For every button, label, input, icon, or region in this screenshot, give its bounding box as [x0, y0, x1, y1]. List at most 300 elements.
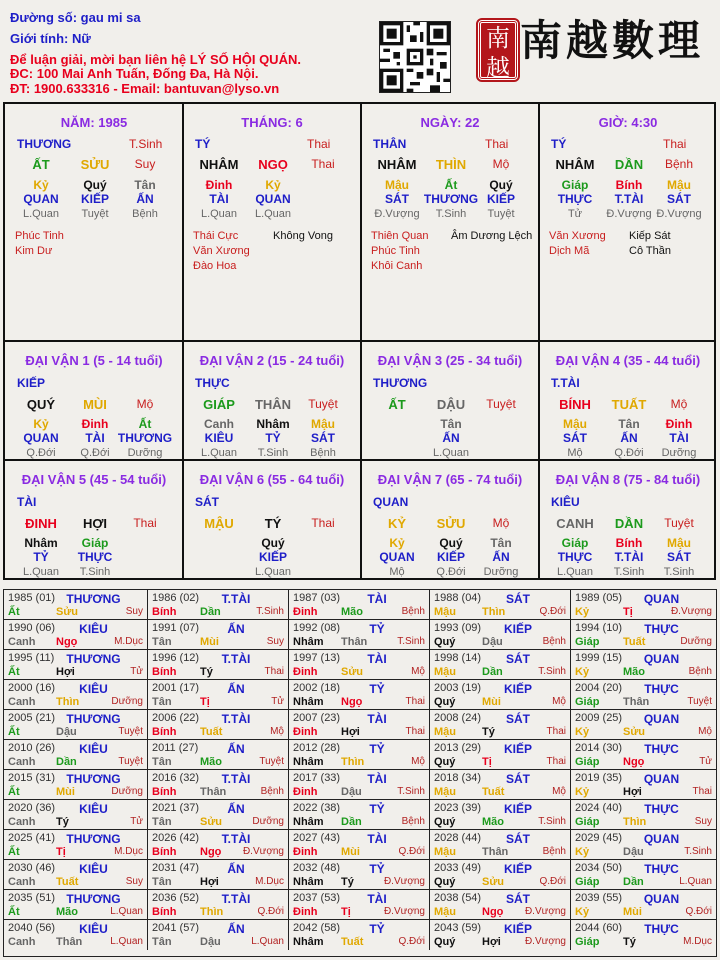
year-stem: Bính: [152, 906, 177, 918]
header: [0, 0, 720, 100]
year-stem: Canh: [8, 696, 36, 708]
dai-van-stem: MẬU: [204, 516, 234, 531]
hidden-status: Tuyệt: [487, 208, 515, 220]
year-stem: Tân: [152, 816, 172, 828]
dai-van-branch: SỬU: [436, 516, 466, 531]
hidden-status: Đ.Vượng: [606, 208, 652, 220]
pillar-cell: [539, 104, 717, 340]
year-stage: Thai: [264, 666, 284, 677]
year-cell[interactable]: [571, 890, 716, 920]
dai-van-hidden-status: L.Quan: [254, 566, 292, 578]
pillar-cell: [5, 104, 183, 340]
year-label: 1993 (09): [434, 622, 482, 634]
year-god: TÀI: [367, 832, 387, 846]
hidden-stem: Đinh: [205, 178, 233, 192]
year-god: TỶ: [369, 742, 385, 756]
year-stem: Bính: [152, 846, 177, 858]
year-stage: Q.Đới: [257, 906, 284, 917]
year-label: 2008 (24): [434, 712, 482, 724]
year-branch: Dần: [482, 666, 503, 678]
year-label: 1999 (15): [575, 652, 623, 664]
year-branch: Sửu: [623, 726, 646, 738]
dai-van-hidden-status: L.Quan: [200, 447, 238, 459]
year-god: ẤN: [227, 622, 245, 636]
year-cell[interactable]: [148, 620, 289, 650]
dai-van-title: ĐẠI VẬN 4 (35 - 44 tuổi): [555, 353, 701, 368]
year-branch: Ngọ: [623, 756, 645, 768]
dai-van-hidden-stem: Tân: [490, 536, 512, 550]
year-cell[interactable]: [289, 800, 430, 830]
year-stem: Canh: [8, 876, 36, 888]
year-stage: Thai: [405, 696, 425, 707]
hidden-stem: Quý: [83, 178, 107, 192]
dai-van-title: ĐẠI VẬN 3 (25 - 34 tuổi): [377, 353, 523, 368]
dai-van-hidden-stem: Ất: [138, 417, 152, 431]
dai-van-cell: [361, 342, 539, 459]
year-stage: L.Quan: [110, 906, 143, 917]
year-branch: Mùi: [482, 696, 501, 708]
year-label: 1994 (10): [575, 622, 623, 634]
year-god: QUAN: [643, 712, 680, 726]
year-branch: Hợi: [341, 726, 360, 738]
year-stem: Bính: [152, 726, 177, 738]
year-branch: Tý: [200, 666, 213, 678]
year-cell[interactable]: [289, 650, 430, 680]
year-branch: Tuất: [482, 786, 505, 798]
hidden-god: THỰC: [557, 192, 593, 206]
year-branch: Mão: [200, 756, 222, 768]
dai-van-stage: Thai: [133, 516, 157, 530]
year-cell[interactable]: [430, 740, 571, 770]
year-cell[interactable]: [4, 620, 148, 650]
dai-van-hidden-stem: Kỷ: [389, 536, 405, 550]
year-stage: Thai: [546, 756, 566, 767]
hidden-status: Tuyệt: [81, 208, 109, 220]
year-stage: Bệnh: [401, 606, 425, 617]
year-cell[interactable]: [571, 740, 716, 770]
pillar-title: NĂM: 1985: [60, 115, 128, 130]
star-right: Không Vong: [273, 230, 333, 242]
pillar-branch: NGỌ: [258, 157, 288, 172]
year-label: 2036 (52): [152, 892, 200, 904]
year-label: 2022 (38): [293, 802, 341, 814]
dai-van-hidden-status: T.Sinh: [79, 566, 111, 578]
year-branch: Hợi: [56, 666, 75, 678]
year-cell[interactable]: [289, 740, 430, 770]
year-cell[interactable]: [289, 830, 430, 860]
year-branch: Ngọ: [482, 906, 504, 918]
year-god: ẤN: [227, 802, 245, 816]
year-stem: Đinh: [293, 786, 318, 798]
dai-van-hidden-stem: Kỷ: [33, 417, 49, 431]
year-god: TÀI: [367, 592, 387, 606]
hidden-stem: Mậu: [667, 178, 691, 192]
year-god: QUAN: [643, 892, 680, 906]
dai-van-hidden-status: T.Sinh: [613, 566, 645, 578]
year-god: TÀI: [367, 772, 387, 786]
year-stem: Mậu: [434, 786, 456, 798]
year-cell[interactable]: [289, 710, 430, 740]
dai-van-branch: TÝ: [264, 516, 282, 531]
year-branch: Mão: [56, 906, 78, 918]
year-stem: Nhâm: [293, 756, 324, 768]
dai-van-stem: ĐINH: [25, 516, 57, 531]
year-god: KIẾP: [503, 922, 532, 936]
dai-van-cell: [539, 342, 717, 459]
year-label: 2011 (27): [152, 742, 199, 754]
year-stage: Đ.Vượng: [242, 846, 284, 857]
year-label: 2033 (49): [434, 862, 482, 874]
year-stem: Kỷ: [575, 606, 590, 618]
year-cell[interactable]: [430, 800, 571, 830]
year-cell[interactable]: [571, 650, 716, 680]
year-god: KIÊU: [79, 742, 108, 756]
year-stem: Nhâm: [293, 936, 324, 948]
year-cell[interactable]: [571, 920, 716, 950]
hidden-god: ẤN: [136, 192, 154, 206]
year-cell[interactable]: [148, 770, 289, 800]
year-cell[interactable]: [4, 920, 148, 950]
year-branch: Mão: [482, 816, 504, 828]
year-cell[interactable]: [4, 770, 148, 800]
year-stem: Ất: [8, 906, 20, 918]
year-branch: Ngọ: [200, 846, 222, 858]
dai-van-hidden-god: THỰC: [557, 550, 593, 564]
year-cell[interactable]: [148, 680, 289, 710]
year-branch: Ngọ: [341, 696, 363, 708]
year-branch: Dậu: [482, 636, 503, 648]
year-cell[interactable]: [430, 680, 571, 710]
dai-van-hidden-status: Q.Đới: [80, 447, 110, 459]
year-god: THỰC: [644, 862, 679, 876]
year-stage: Suy: [266, 636, 284, 647]
year-cell[interactable]: [571, 680, 716, 710]
year-god: KIẾP: [503, 802, 532, 816]
year-label: 1997 (13): [293, 652, 341, 664]
year-cell[interactable]: [148, 890, 289, 920]
star-right: Cô Thần: [629, 245, 671, 257]
yearly-table: [3, 589, 717, 957]
year-stem: Mậu: [434, 846, 456, 858]
year-label: 2038 (54): [434, 892, 482, 904]
year-stem: Bính: [152, 606, 177, 618]
year-cell[interactable]: [148, 920, 289, 950]
year-cell[interactable]: [430, 650, 571, 680]
dai-van-hidden-stem: Nhâm: [24, 536, 58, 550]
year-cell[interactable]: [289, 590, 430, 620]
year-cell[interactable]: [571, 800, 716, 830]
pillar-title: GIỜ: 4:30: [598, 115, 658, 130]
pillar-title: THÁNG: 6: [241, 115, 303, 130]
header-line-contact: Để luận giải, mời bạn liên hệ LÝ SỐ HỘI QUÁN.: [10, 52, 301, 67]
year-god: SÁT: [506, 652, 530, 666]
hidden-stem: Kỷ: [265, 178, 281, 192]
year-cell[interactable]: [430, 710, 571, 740]
year-stem: Ất: [8, 846, 20, 858]
year-cell[interactable]: [430, 860, 571, 890]
pillar-stem: ẤT: [32, 157, 50, 172]
dai-van-hidden-stem: Canh: [204, 417, 234, 431]
year-label: 2002 (18): [293, 682, 341, 694]
year-stem: Canh: [8, 816, 36, 828]
year-branch: Thân: [56, 936, 83, 948]
dai-van-cell: [539, 461, 717, 578]
year-stem: Kỷ: [575, 786, 590, 798]
dai-van-cell: [5, 461, 183, 578]
dai-van-title: ĐẠI VẬN 7 (65 - 74 tuổi): [377, 472, 523, 487]
year-branch: Tị: [341, 906, 351, 918]
hidden-god: THƯƠNG: [423, 192, 479, 206]
pillar-cell: [183, 104, 361, 340]
year-cell[interactable]: [148, 650, 289, 680]
year-label: 2005 (21): [8, 712, 56, 724]
year-stem: Ất: [8, 666, 20, 678]
year-stage: Thai: [546, 726, 566, 737]
dai-van-hidden-god: TỶ: [33, 550, 49, 564]
year-cell[interactable]: [148, 800, 289, 830]
year-stem: Giáp: [575, 936, 600, 948]
year-stem: Kỷ: [575, 906, 590, 918]
year-god: QUAN: [643, 652, 680, 666]
year-stem: Bính: [152, 786, 177, 798]
year-god: TỶ: [369, 802, 385, 816]
pillar-stage: Mộ: [492, 157, 510, 171]
year-stage: Đ.Vượng: [670, 606, 712, 617]
dai-van-hidden-stem: Giáp: [81, 536, 109, 550]
year-label: 1998 (14): [434, 652, 482, 664]
year-cell[interactable]: [430, 620, 571, 650]
year-label: 2001 (17): [152, 682, 200, 694]
year-branch: Thìn: [482, 606, 506, 618]
year-cell[interactable]: [4, 680, 148, 710]
dai-van-hidden-god: TỶ: [265, 431, 281, 445]
hidden-stem: Ất: [444, 178, 458, 192]
dai-van-hidden-status: Q.Đới: [26, 447, 56, 459]
dai-van-hidden-stem: Quý: [439, 536, 463, 550]
year-label: 2017 (33): [293, 772, 341, 784]
dai-van-god: QUAN: [373, 495, 409, 509]
dai-van-hidden-stem: Mậu: [667, 536, 691, 550]
year-stem: Nhâm: [293, 816, 324, 828]
year-branch: Dậu: [341, 786, 362, 798]
hidden-god: SÁT: [385, 192, 409, 206]
year-stage: T.Sinh: [538, 816, 566, 827]
year-label: 2028 (44): [434, 832, 482, 844]
year-cell[interactable]: [4, 740, 148, 770]
year-stem: Tân: [152, 696, 172, 708]
year-branch: Dần: [56, 756, 77, 768]
year-god: QUAN: [643, 772, 680, 786]
dai-van-god: KIẾP: [17, 376, 46, 390]
dai-van-stage: Tuyệt: [486, 397, 516, 411]
year-stage: M.Dục: [114, 846, 143, 857]
year-stem: Đinh: [293, 666, 318, 678]
year-god: KIÊU: [79, 922, 108, 936]
year-branch: Dần: [623, 876, 644, 888]
year-cell[interactable]: [571, 860, 716, 890]
year-branch: Sửu: [56, 606, 79, 618]
year-stage: Dưỡng: [252, 816, 284, 827]
year-stem: Quý: [434, 876, 456, 888]
year-cell[interactable]: [148, 710, 289, 740]
year-stem: Ất: [8, 606, 20, 618]
year-stage: Bệnh: [260, 786, 284, 797]
year-cell[interactable]: [571, 620, 716, 650]
year-cell[interactable]: [430, 590, 571, 620]
pillar-branch: THÌN: [435, 157, 467, 172]
dai-van-stem: KỶ: [387, 516, 407, 531]
year-stage: Q.Đới: [685, 906, 712, 917]
dai-van-hidden-stem: Mậu: [311, 417, 335, 431]
year-branch: Tị: [200, 696, 210, 708]
year-label: 2032 (48): [293, 862, 341, 874]
year-cell[interactable]: [289, 920, 430, 950]
star-right: Âm Dương Lệch: [451, 230, 533, 242]
year-cell[interactable]: [430, 770, 571, 800]
year-label: 2026 (42): [152, 832, 200, 844]
hidden-god: QUAN: [255, 192, 291, 206]
year-stage: Tử: [130, 666, 143, 677]
dai-van-hidden-god: SÁT: [311, 431, 335, 445]
year-cell[interactable]: [148, 740, 289, 770]
year-god: QUAN: [643, 592, 680, 606]
year-cell[interactable]: [289, 620, 430, 650]
year-god: KIÊU: [79, 862, 108, 876]
year-cell[interactable]: [289, 890, 430, 920]
year-god: T.TÀI: [221, 712, 251, 726]
year-stem: Tân: [152, 936, 172, 948]
year-stage: T.Sinh: [684, 846, 712, 857]
year-stage: Mộ: [411, 666, 425, 677]
year-cell[interactable]: [571, 770, 716, 800]
year-stem: Mậu: [434, 726, 456, 738]
year-stage: Mộ: [552, 786, 566, 797]
star-left: Phúc Tinh: [371, 245, 420, 257]
year-cell[interactable]: [4, 650, 148, 680]
pillar-stem: NHÂM: [377, 157, 417, 172]
year-label: 1992 (08): [293, 622, 341, 634]
year-god: SÁT: [506, 892, 530, 906]
year-god: T.TÀI: [221, 832, 251, 846]
year-cell[interactable]: [430, 890, 571, 920]
chart-grid: [3, 102, 716, 580]
year-branch: Tý: [623, 936, 636, 948]
year-stage: Bệnh: [401, 816, 425, 827]
brand-logo-text: 南越數理: [520, 16, 705, 65]
year-stem: Quý: [434, 816, 456, 828]
star-left: Khôi Canh: [371, 260, 423, 272]
dai-van-hidden-god: ẤN: [492, 550, 510, 564]
year-cell[interactable]: [4, 800, 148, 830]
dai-van-stage: Tuyệt: [664, 516, 694, 530]
year-cell[interactable]: [289, 770, 430, 800]
dai-van-hidden-status: L.Quan: [556, 566, 594, 578]
year-cell[interactable]: [430, 830, 571, 860]
dai-van-hidden-stem: Giáp: [561, 536, 589, 550]
pillar-god: TÝ: [195, 137, 211, 151]
dai-van-hidden-status: Dưỡng: [483, 566, 519, 578]
year-stage: Tử: [699, 756, 712, 767]
year-cell[interactable]: [289, 860, 430, 890]
year-god: TỶ: [369, 862, 385, 876]
year-cell[interactable]: [4, 830, 148, 860]
year-label: 2043 (59): [434, 922, 482, 934]
year-branch: Sửu: [482, 876, 505, 888]
year-stem: Nhâm: [293, 876, 324, 888]
year-god: KIẾP: [503, 622, 532, 636]
qr-code[interactable]: [379, 21, 451, 93]
year-stage: Suy: [694, 816, 712, 827]
year-label: 2027 (43): [293, 832, 341, 844]
star-left: Kim Dư: [15, 245, 53, 257]
year-stage: Dưỡng: [111, 696, 143, 707]
year-label: 2020 (36): [8, 802, 56, 814]
dai-van-branch: HỢI: [82, 516, 108, 531]
dai-van-cell: [183, 342, 361, 459]
year-cell[interactable]: [430, 920, 571, 950]
year-stem: Canh: [8, 756, 36, 768]
year-branch: Hợi: [623, 786, 642, 798]
year-stage: Bệnh: [542, 846, 566, 857]
pillar-god: TÝ: [551, 137, 567, 151]
year-cell[interactable]: [4, 860, 148, 890]
dai-van-god: KIÊU: [551, 495, 580, 509]
year-god: THỰC: [644, 802, 679, 816]
dai-van-cell: [183, 461, 361, 578]
dai-van-branch: THÂN: [254, 397, 292, 412]
year-label: 2040 (56): [8, 922, 56, 934]
year-stem: Giáp: [575, 816, 600, 828]
year-cell[interactable]: [148, 590, 289, 620]
year-label: 2006 (22): [152, 712, 200, 724]
year-cell[interactable]: [289, 680, 430, 710]
year-branch: Dậu: [200, 936, 221, 948]
year-god: ẤN: [227, 742, 245, 756]
year-stage: Mộ: [411, 756, 425, 767]
dai-van-stage: Thai: [311, 516, 335, 530]
year-cell[interactable]: [571, 590, 716, 620]
dai-van-hidden-status: Dưỡng: [661, 447, 697, 459]
year-label: 1996 (12): [152, 652, 200, 664]
dai-van-hidden-status: Mộ: [567, 447, 583, 459]
dai-van-cell: [361, 461, 539, 578]
year-stage: Thai: [692, 786, 712, 797]
year-god: T.TÀI: [221, 592, 251, 606]
year-cell[interactable]: [571, 830, 716, 860]
year-cell[interactable]: [148, 830, 289, 860]
year-cell[interactable]: [148, 860, 289, 890]
dai-van-hidden-god: QUAN: [23, 431, 59, 445]
year-god: THỰC: [644, 742, 679, 756]
dai-van-stem: GIÁP: [203, 397, 235, 412]
year-cell[interactable]: [571, 710, 716, 740]
year-label: 2015 (31): [8, 772, 56, 784]
year-branch: Thân: [623, 696, 650, 708]
hidden-stem: Bính: [615, 178, 643, 192]
hidden-god: TÀI: [209, 192, 229, 206]
year-branch: Mùi: [200, 636, 219, 648]
year-cell[interactable]: [4, 890, 148, 920]
dai-van-hidden-stem: Bính: [615, 536, 643, 550]
pillar-god: THƯƠNG: [17, 137, 72, 151]
year-cell[interactable]: [4, 710, 148, 740]
dai-van-god: T.TÀI: [551, 376, 580, 390]
hidden-status: Tử: [567, 208, 583, 220]
year-stage: T.Sinh: [538, 666, 566, 677]
year-cell[interactable]: [4, 590, 148, 620]
year-branch: Mùi: [341, 846, 360, 858]
dai-van-hidden-god: SÁT: [667, 550, 691, 564]
